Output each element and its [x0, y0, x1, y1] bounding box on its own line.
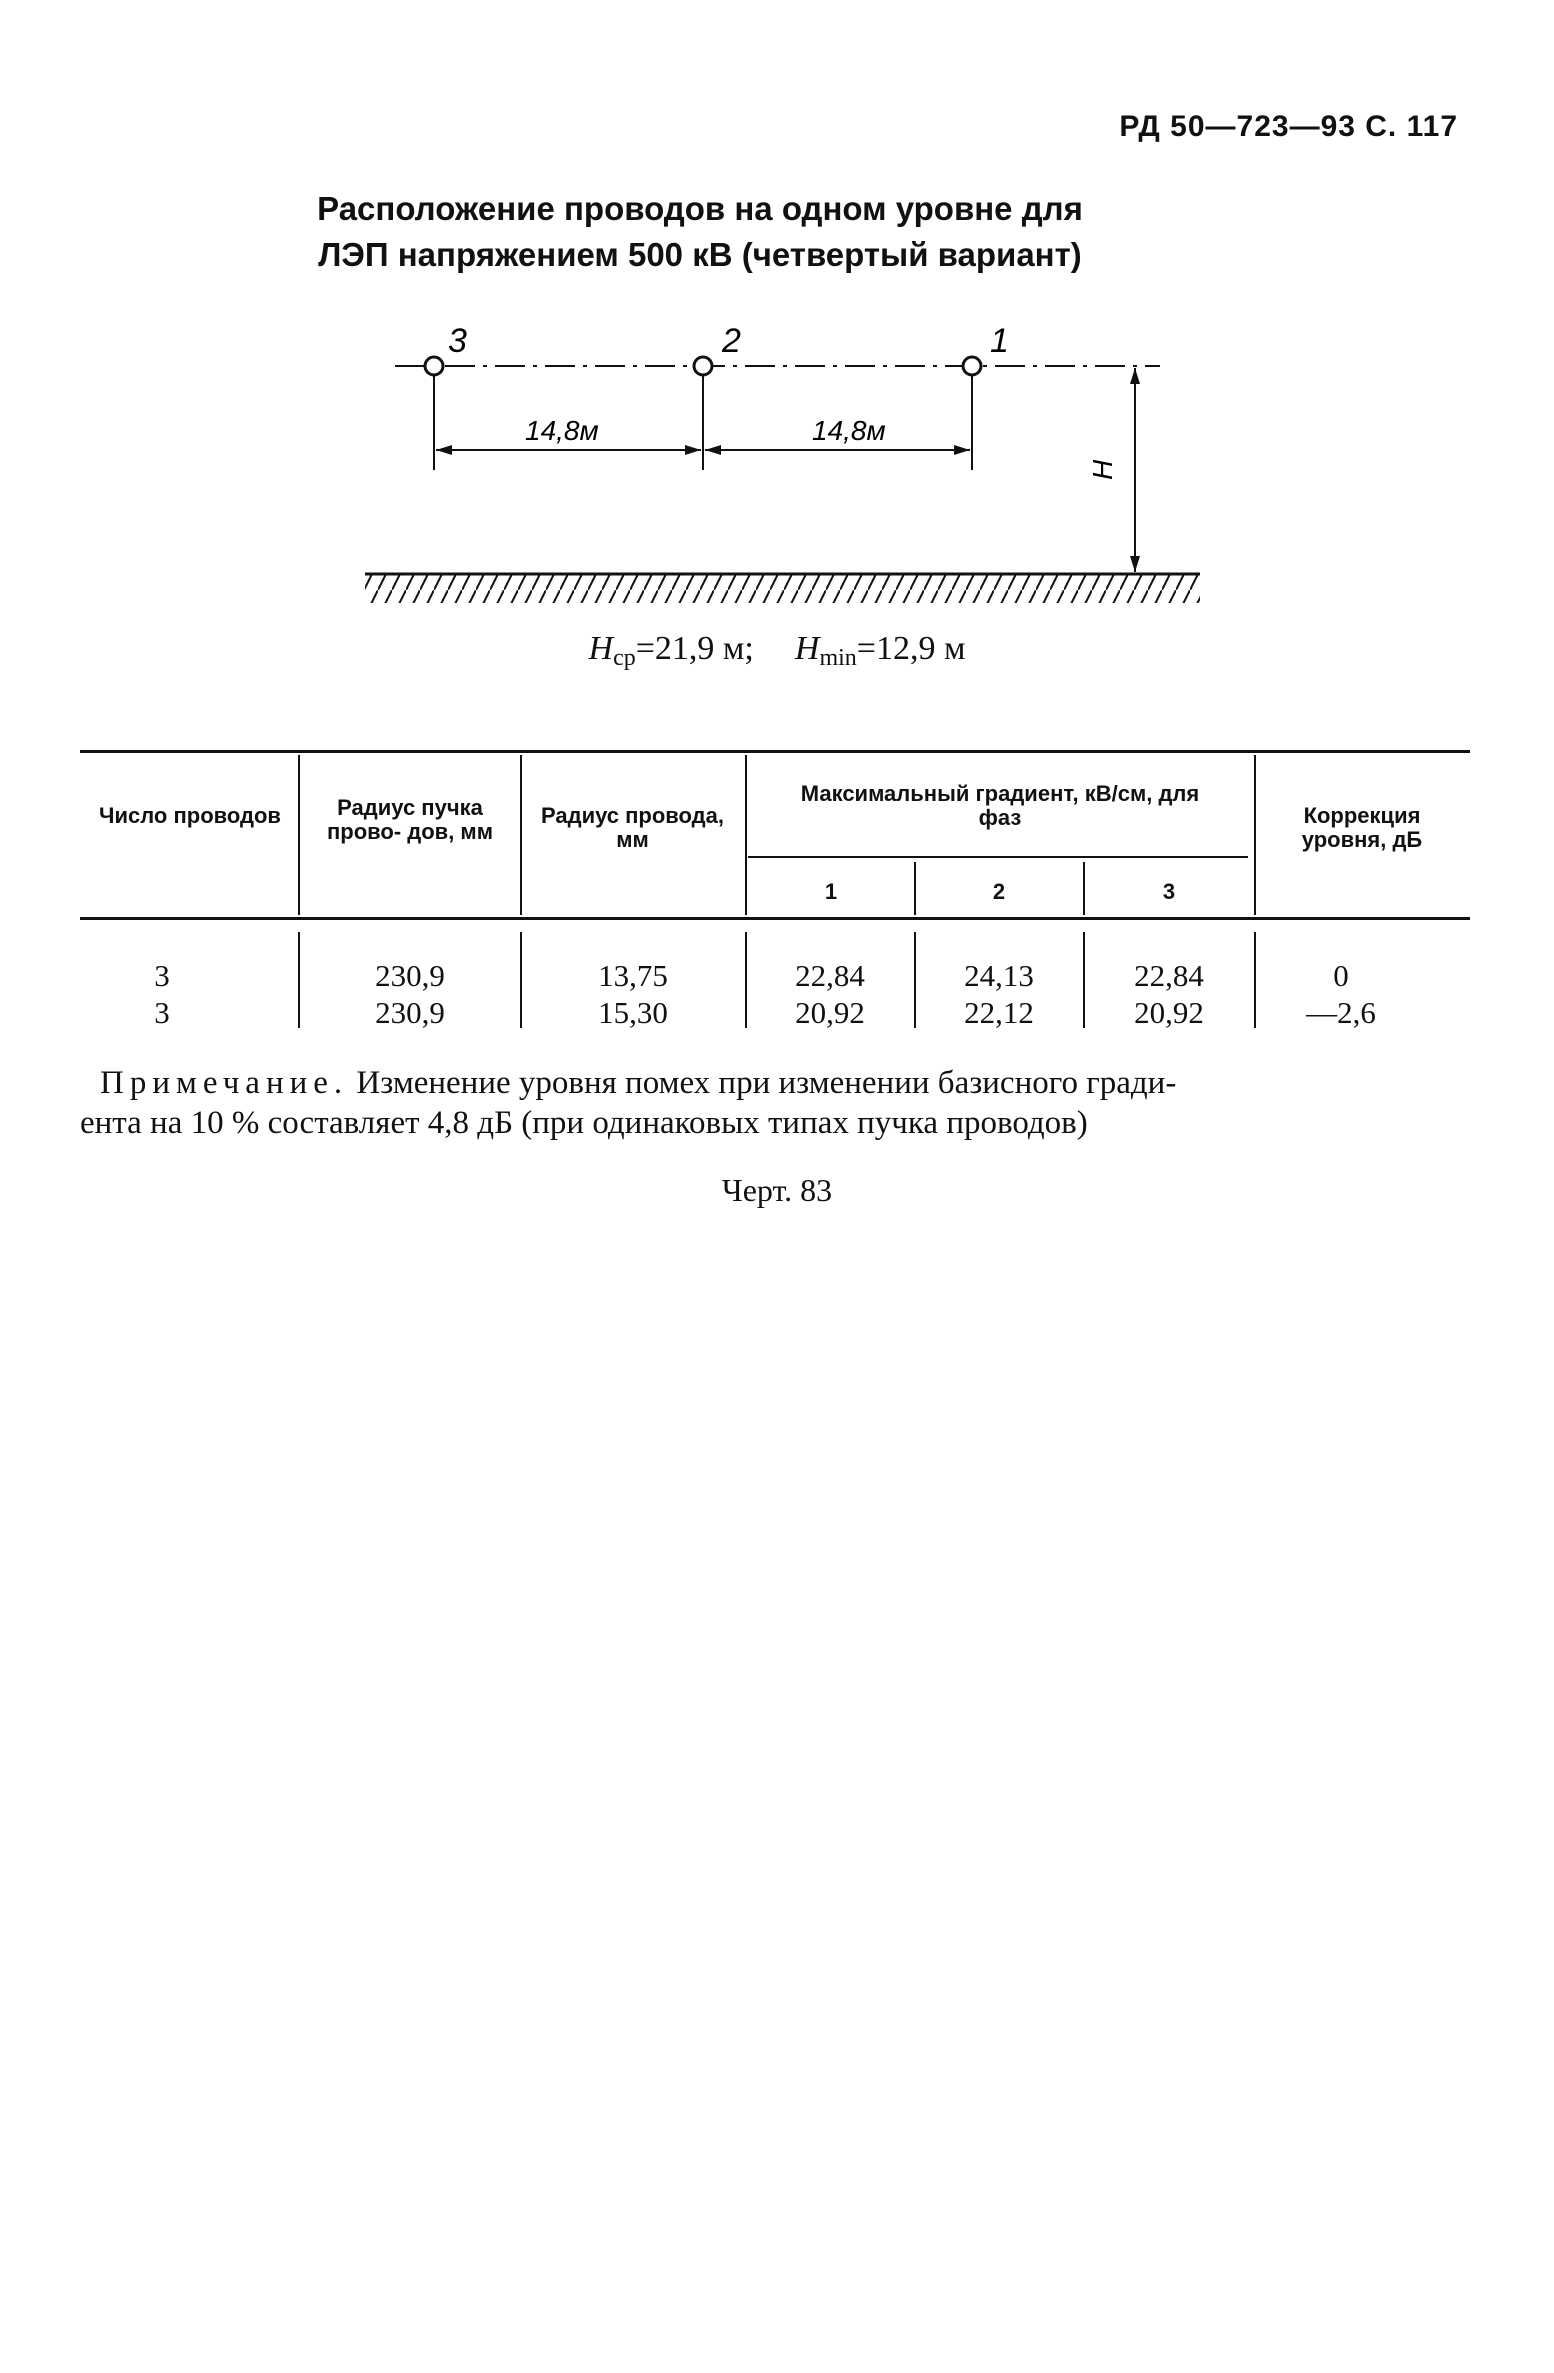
cell-gradient-phase-2: 24,13 — [964, 958, 1034, 993]
h-min-value: =12,9 м — [856, 630, 966, 667]
h-avg-value: =21,9 м; — [635, 630, 754, 667]
spacing-label-right: 14,8м — [812, 415, 886, 446]
wire-2-label: 2 — [722, 322, 741, 360]
header-divider-4 — [914, 862, 916, 915]
table-top-rule — [80, 750, 1470, 753]
drawing-number: Черт. 83 — [721, 1172, 833, 1208]
header-divider-5 — [1083, 862, 1085, 915]
page-header: РД 50—723—93 С. 117 — [1119, 110, 1458, 143]
cell-gradient-phase-1: 20,92 — [795, 995, 865, 1030]
h-min-symbol: Н — [794, 630, 820, 667]
figure-title-line-1: Расположение проводов на одном уровне для — [317, 190, 1083, 227]
spacing-label-left: 14,8м — [525, 415, 599, 446]
cell-gradient-phase-1: 22,84 — [795, 958, 865, 993]
figure-title-line-2: ЛЭП напряжением 500 кВ (четвертый вариант) — [318, 236, 1082, 273]
h-avg-subscript: ср — [613, 645, 636, 671]
header-divider-6 — [1254, 755, 1256, 915]
header-divider-2 — [520, 755, 522, 915]
wire-1-label: 1 — [990, 322, 1009, 360]
cell-bundle-radius: 230,9 — [375, 958, 445, 993]
note-label: Примечание. — [100, 1065, 349, 1101]
header-max-gradient: Максимальный градиент, кВ/см, для фаз — [800, 781, 1200, 830]
header-wire-count: Число проводов — [99, 803, 281, 828]
header-divider-3 — [745, 755, 747, 915]
table-row — [0, 994, 1554, 1031]
header-level-correction: Коррекция уровня, дБ — [1301, 803, 1423, 852]
h-avg-symbol: Н — [588, 630, 614, 667]
note-text-line-2: ента на 10 % составляет 4,8 дБ (при одинаковых типах пучка проводов) — [80, 1105, 1088, 1141]
cell-level-correction: 0 — [1333, 958, 1349, 993]
note-text-line-1: Изменение уровня помех при изменении базисного гради- — [356, 1065, 1177, 1101]
h-min-subscript: min — [819, 645, 857, 671]
cell-wire-count: 3 — [154, 958, 170, 993]
cell-level-correction: —2,6 — [1306, 995, 1376, 1030]
cell-gradient-phase-3: 22,84 — [1134, 958, 1204, 993]
table-note — [80, 1063, 1480, 1143]
phase-header-rule — [748, 856, 1248, 858]
table-row — [0, 957, 1554, 994]
note-line-1 — [100, 1063, 1480, 1103]
header-phase-2: 2 — [992, 879, 1006, 904]
height-label: Н — [1087, 459, 1118, 480]
header-phase-1: 1 — [824, 879, 838, 904]
cell-bundle-radius: 230,9 — [375, 995, 445, 1030]
cell-wire-radius: 15,30 — [598, 995, 668, 1030]
header-bundle-radius: Радиус пучка прово- дов, мм — [327, 795, 493, 844]
table-header-rule — [80, 917, 1470, 920]
wire-3-label: 3 — [448, 322, 467, 360]
header-divider-1 — [298, 755, 300, 915]
gradient-table — [0, 0, 1554, 1060]
cell-wire-count: 3 — [154, 995, 170, 1030]
header-phase-3: 3 — [1162, 879, 1176, 904]
cell-gradient-phase-2: 22,12 — [964, 995, 1034, 1030]
cell-wire-radius: 13,75 — [598, 958, 668, 993]
cell-gradient-phase-3: 20,92 — [1134, 995, 1204, 1030]
header-wire-radius: Радиус провода, мм — [540, 803, 724, 852]
